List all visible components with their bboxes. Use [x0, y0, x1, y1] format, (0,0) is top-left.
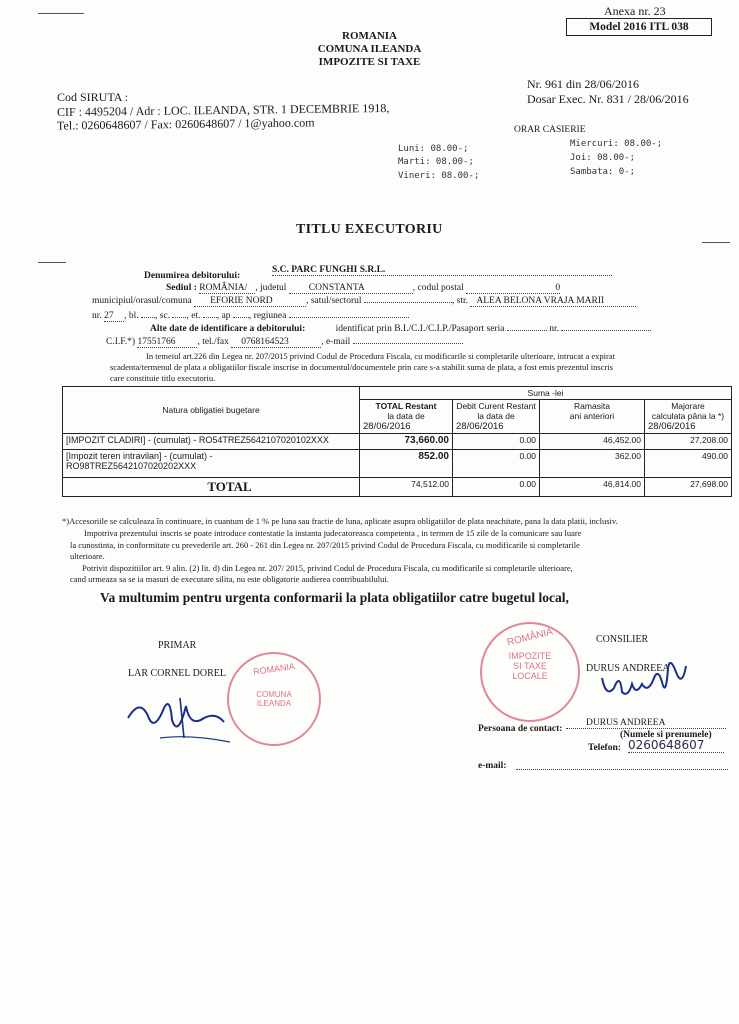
- nr-label: nr.: [92, 311, 102, 321]
- schedule-title: ORAR CASIERIE: [514, 125, 586, 135]
- debtor-cif-line: [106, 337, 463, 348]
- schedule-miercuri: Miercuri: 08.00-;: [570, 139, 663, 149]
- institution-contact: Tel.: 0260648607 / Fax: 0260648607 / 1@yahoo.com: [56, 115, 315, 133]
- col-majorare-line1: Majorare: [671, 401, 705, 411]
- obligations-table: [62, 386, 732, 497]
- debtor-name: [272, 265, 612, 276]
- row-ramasita: 362.00: [540, 450, 645, 478]
- intro-text-1: In temeiul art.226 din Legea nr. 207/2015 privind Codul de Procedura Fiscala, cu modificarile si completarile ulterioare, intrucat a expirat: [146, 351, 616, 361]
- primar-title: PRIMAR: [158, 640, 197, 651]
- note-contestatie-1: Impotriva prezentului inscris se poate introduce contestatie la instanta judecatoreasca competenta , in termen de 15 zile de la comunicare sau luare: [84, 528, 582, 538]
- suma-header: Suma -lei: [360, 387, 732, 400]
- cod-postal-value: 0: [466, 283, 560, 294]
- contact-name-value: DURUS ANDREEA: [586, 718, 666, 728]
- comuna-value: EFORIE NORD: [194, 296, 306, 307]
- row-name-line2: RO98TREZ5642107020202XXX: [66, 461, 197, 471]
- judet-label: , judetul: [255, 283, 287, 293]
- registration-mark: [702, 242, 730, 243]
- col-debit: [453, 400, 540, 434]
- col-majorare-line2: calculata pâna la *): [651, 411, 725, 421]
- debtor-id-line: [150, 324, 651, 334]
- schedule-sambata: Sambata: 0-;: [570, 167, 636, 177]
- strada-label: , str.: [451, 296, 468, 306]
- stamp-text: ROMANIA: [252, 661, 296, 677]
- note-contestatie-3: ulterioare.: [70, 551, 105, 561]
- telfax-label: , tel./fax: [197, 337, 229, 347]
- col-ramasita-line2: ani anteriori: [569, 411, 615, 421]
- sediul-label: Sediul :: [166, 283, 197, 293]
- debtor-name-value: S.C. PARC FUNGHI S.R.L.: [272, 265, 386, 275]
- consilier-title: CONSILIER: [596, 634, 649, 645]
- col-debit-line3: 28/06/2016: [456, 421, 504, 432]
- debtor-address-line1: [166, 283, 560, 294]
- stamp-text: COMUNA: [256, 690, 292, 699]
- primar-signature: [120, 678, 240, 758]
- col-total-line2: la data de: [387, 411, 425, 421]
- cod-siruta: Cod SIRUTA :: [57, 90, 129, 104]
- dosar-number: Dosar Exec. Nr. 831 / 28/06/2016: [527, 92, 689, 106]
- row-debit: 0.00: [453, 434, 540, 450]
- contact-email-label: e-mail:: [478, 761, 507, 771]
- closing-text: Va multumim pentru urgenta conformarii la plata obligatiilor catre bugetul local,: [100, 590, 569, 605]
- col-majorare: [645, 400, 732, 434]
- telefon-value: 0260648607: [628, 738, 705, 752]
- registration-mark: [38, 13, 84, 14]
- row-name: [63, 450, 360, 478]
- email-label: , e-mail: [321, 337, 351, 347]
- header-department: IMPOZITE SI TAXE: [318, 56, 421, 68]
- row-total: 852.00: [360, 450, 453, 478]
- institution-address: CIF : 4495204 / Adr : LOC. ILEANDA, STR. 1 DECEMBRIE 1918,: [56, 100, 390, 120]
- bl-label: , bl.: [124, 311, 139, 321]
- row-majorare: 27,208.00: [645, 434, 732, 450]
- primar-name: LAR CORNEL DOREL: [128, 668, 226, 679]
- debtor-address-line2: [92, 296, 636, 307]
- judet-value: CONSTANTA: [289, 283, 413, 294]
- header-commune: COMUNA ILEANDA: [317, 43, 422, 55]
- ap-label: , ap: [216, 311, 231, 321]
- nr2-label: nr.: [549, 324, 560, 334]
- total-total: 74,512.00: [360, 478, 453, 497]
- strada-value: ALEA BELONA VRAJA MARII: [470, 296, 636, 307]
- note-accesorii: *)Accesoriile se calculeaza în continuare, in cuantum de 1 % pe luna sau fractie de luna, aplicate asupra obligatiilor de plata neachitate, pana la data platii, inclusiv.: [62, 516, 618, 526]
- satul-label: , satul/sectorul: [306, 296, 362, 306]
- total-ramasita: 46,814.00: [540, 478, 645, 497]
- row-name: [IMPOZIT CLADIRI] - (cumulat) - RO54TREZ5642107020102XXX: [63, 434, 360, 450]
- total-label: TOTAL: [63, 478, 360, 497]
- note-audiere-2: cand urmeaza sa se ia masuri de executare silita, nu este obligatorie audierea contribuabilului.: [70, 574, 389, 584]
- schedule-joi: Joi: 08.00-;: [570, 153, 636, 163]
- note-contestatie-2: la cunostinta, in conformitate cu prevederile art. 260 - 261 din Legea nr. 207/2015 privind Codul de Procedura Fiscala, cu modificarile si completarile: [70, 540, 580, 550]
- telefon-field: [628, 738, 724, 753]
- annex-label: Anexa nr. 23: [604, 4, 666, 18]
- row-debit: 0.00: [453, 450, 540, 478]
- debtor-address-line3: [92, 311, 409, 322]
- row-total: 73,660.00: [360, 434, 453, 450]
- stamp-text: ROMÂNIA: [506, 626, 554, 649]
- contact-name: [566, 718, 726, 729]
- note-audiere-1: Potrivit dispozitiilor art. 9 alin. (2) lit. d) din Legea nr. 207/ 2015, privind Codul de Procedura Fiscala, cu modificarile si completarile ulterioare,: [82, 563, 573, 573]
- stamp-text: LOCALE: [512, 671, 548, 681]
- row-majorare: 490.00: [645, 450, 732, 478]
- tax-office-stamp: [480, 622, 580, 722]
- table-row: [63, 434, 732, 450]
- table-total-row: [63, 478, 732, 497]
- registration-mark: [38, 262, 66, 263]
- telfax-value: 0768164523: [231, 337, 321, 348]
- et-label: , et.: [186, 311, 201, 321]
- intro-text-2: scadenta/termenul de plata a obligatiilor fiscale inscrise in documentul/documentele prin care s-a stabilit suma de plata, a fost emis prezentul inscris: [110, 362, 613, 372]
- cif-value: 17551766: [137, 337, 197, 348]
- debtor-name-label: Denumirea debitorului:: [144, 271, 241, 281]
- nr-value: 27: [104, 311, 124, 322]
- schedule-marti: Marti: 08.00-;: [398, 157, 474, 167]
- document-title: TITLU EXECUTORIU: [296, 222, 443, 237]
- stamp-text: SI TAXE: [513, 661, 547, 671]
- cif-label: C.I.F.*): [106, 337, 136, 347]
- cod-postal-label: , codul postal: [412, 283, 464, 293]
- commune-stamp: [227, 652, 321, 746]
- stamp-text: IMPOZITE: [508, 651, 552, 661]
- header-country: ROMANIA: [342, 30, 397, 42]
- contact-email-field: [516, 769, 728, 770]
- tara-value: ROMÂNIA/: [199, 283, 255, 294]
- document-number: Nr. 961 din 28/06/2016: [527, 77, 640, 91]
- sc-label: , sc.: [155, 311, 171, 321]
- table-row: [63, 450, 732, 478]
- model-box: Model 2016 ITL 038: [566, 18, 712, 36]
- identificat-label: identificat prin B.I./C.I./C.I.P./Pasaport seria: [335, 324, 505, 334]
- schedule-luni: Luni: 08.00-;: [398, 144, 469, 154]
- col-natura: Natura obligatiei bugetare: [63, 387, 360, 434]
- stamp-text: ILEANDA: [256, 699, 292, 708]
- col-majorare-line3: 28/06/2016: [648, 421, 696, 432]
- telefon-label: Telefon:: [588, 743, 621, 753]
- col-debit-line2: la data de: [477, 411, 515, 421]
- intro-text-3: care constituie titlu executoriu.: [110, 373, 216, 383]
- consilier-signature: [592, 648, 702, 708]
- table-header-row: [63, 387, 732, 400]
- row-ramasita: 46,452.00: [540, 434, 645, 450]
- contact-label: Persoana de contact:: [478, 724, 563, 734]
- col-ramasita-line1: Ramasita: [574, 401, 610, 411]
- alte-date-label: Alte date de identificare a debitorului:: [150, 324, 306, 334]
- municipiu-label: municipiul/orasul/comuna: [92, 296, 192, 306]
- col-total-line1: TOTAL Restant: [375, 401, 437, 411]
- nume-prenume-caption: (Numele si prenumele): [620, 730, 712, 740]
- col-ramasita: [540, 400, 645, 434]
- col-total-line3: 28/06/2016: [363, 421, 411, 432]
- regiunea-label: , regiunea: [248, 311, 287, 321]
- row-name-line1: [Impozit teren intravilan] - (cumulat) -: [66, 451, 213, 461]
- col-debit-line1: Debit Curent Restant: [456, 401, 536, 411]
- total-majorare: 27,698.00: [645, 478, 732, 497]
- col-total: [360, 400, 453, 434]
- total-debit: 0.00: [453, 478, 540, 497]
- consilier-name: DURUS ANDREEA: [586, 663, 670, 674]
- schedule-vineri: Vineri: 08.00-;: [398, 171, 480, 181]
